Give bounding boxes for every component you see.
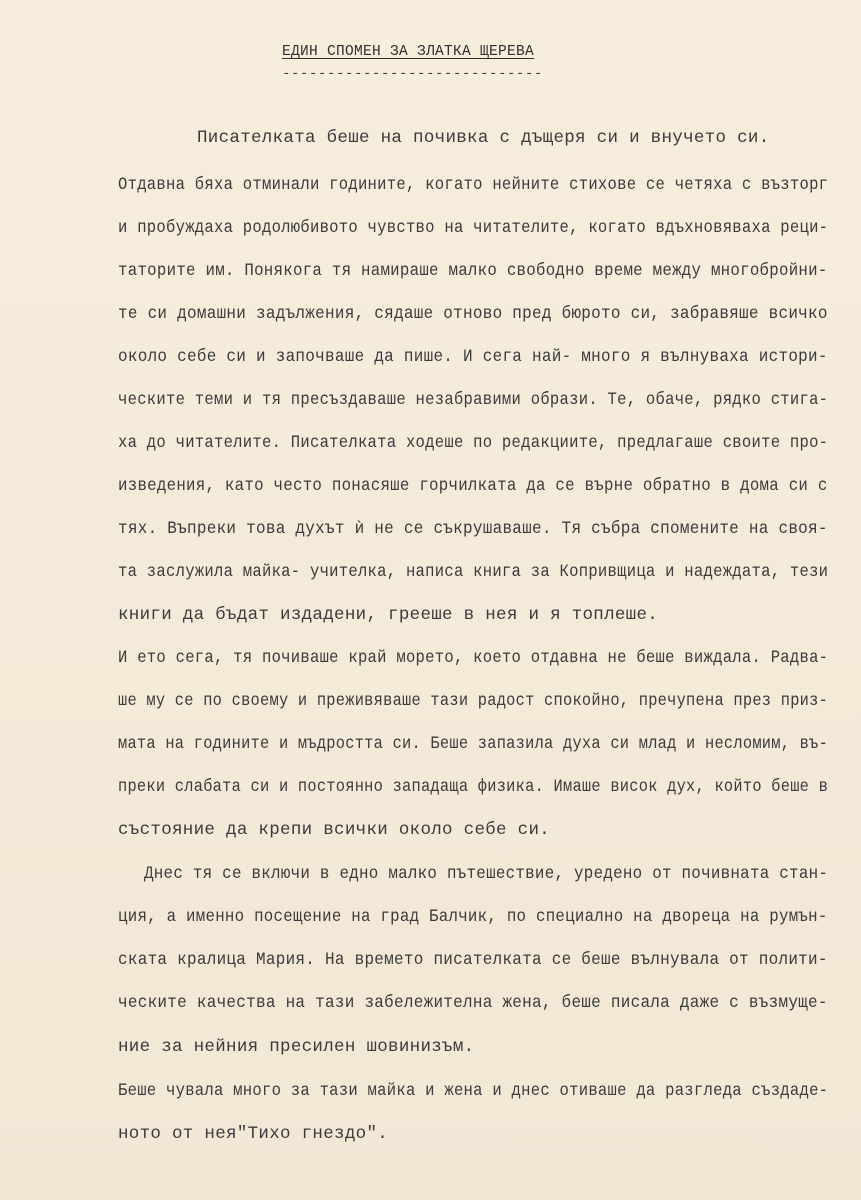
text-line: книги да бъдат издадени, грееше в нея и я топлеше. bbox=[118, 605, 659, 625]
text-line: състояние да крепи всички около себе си. bbox=[118, 820, 551, 840]
text-line: изведения, като често понасяше горчилката да се върне обратно в дома си с bbox=[118, 476, 828, 496]
text-line: ното от нея"Тихо гнездо". bbox=[118, 1124, 389, 1144]
text-line: ската кралица Мария. На времето писателката се беше вълнувала от полити- bbox=[118, 950, 828, 970]
document-title: ЕДИН СПОМЕН ЗА ЗЛАТКА ЩЕРЕВА bbox=[282, 44, 535, 60]
text-line: Отдавна бяха отминали годините, когато нейните стихове се четяха с възторг bbox=[118, 175, 829, 195]
text-line: преки слабата си и постоянно западаща физика. Имаше висок дух, който беше в bbox=[118, 777, 829, 797]
text-line: ние за нейния пресилен шовинизъм. bbox=[118, 1037, 475, 1057]
text-line: ция, а именно посещение на град Балчик, по специално на двореца на румън- bbox=[118, 907, 828, 927]
text-line: та заслужила майка- учителка, написа книга за Копривщица и надеждата, тези bbox=[118, 562, 829, 582]
text-line: ческите теми и тя пресъздаваше незабравими образи. Те, обаче, рядко стига- bbox=[118, 390, 829, 410]
text-line: ческите качества на тази забележителна жена, беше писала даже с възмуще- bbox=[118, 993, 828, 1013]
text-line: те си домашни задължения, сядаше отново пред бюрото си, забравяше всичко bbox=[118, 304, 828, 324]
text-line: тях. Въпреки това духът ѝ не се съкрушаваше. Тя събра спомените на своя- bbox=[118, 519, 828, 539]
text-line: таторите им. Понякога тя намираше малко свободно време между многобройни- bbox=[118, 261, 828, 281]
text-line: Беше чувала много за тази майка и жена и днес отиваше да разгледа създаде- bbox=[118, 1081, 829, 1101]
title-underline-dashes: ----------------------------- bbox=[282, 66, 544, 82]
text-line: ше му се по своему и преживяваше тази радост спокойно, пречупена през приз- bbox=[118, 691, 829, 711]
text-line: Писателката беше на почивка с дъщеря си и внучето си. bbox=[197, 128, 770, 148]
text-line: и пробуждаха родолюбивото чувство на читателите, когато вдъхновяваха реци- bbox=[118, 218, 829, 238]
text-line: мата на годините и мъдростта си. Беше запазила духа си млад и несломим, въ- bbox=[118, 734, 829, 754]
text-line: И ето сега, тя почиваше край морето, което отдавна не беше виждала. Радва- bbox=[118, 648, 829, 668]
text-line: Днес тя се включи в едно малко пътешествие, уредено от почивната стан- bbox=[144, 864, 829, 884]
text-line: около себе си и започваше да пише. И сега най- много я вълнуваха истори- bbox=[118, 347, 828, 367]
text-line: ха до читателите. Писателката ходеше по редакциите, предлагаше своите про- bbox=[118, 433, 829, 453]
